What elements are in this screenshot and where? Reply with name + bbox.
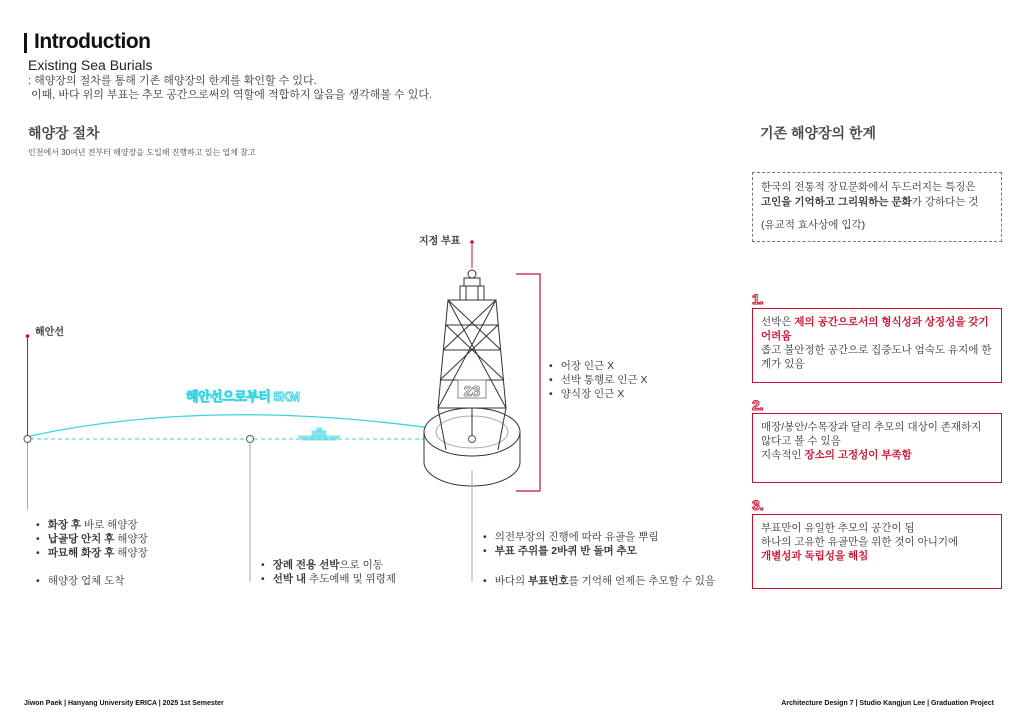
step1-list	[36, 518, 148, 560]
step1-after-list	[36, 574, 125, 588]
coast-point	[24, 436, 31, 443]
procedure-heading: 해양장 절차	[28, 125, 100, 141]
culture-box	[752, 172, 1002, 242]
ship-point	[247, 436, 254, 443]
buoy-point	[469, 436, 476, 443]
footer-right: Architecture Design 7 | Studio Kangjun Lee | Graduation Project	[781, 700, 994, 707]
coastline-marker	[26, 334, 30, 338]
coast-label: 해안선	[35, 327, 64, 338]
intro-line-2: 이때, 바다 위의 부표는 추모 공간으로써의 역할에 적합하지 않음을 생각해볼 수 있다.	[31, 89, 433, 101]
step1-item: • 화장 후 바로 해양장	[36, 518, 148, 532]
step1-after-item: • 해양장 업체 도착	[36, 574, 125, 588]
limit-box-3: 부표만이 유일한 추모의 공간이 됨 하나의 고유한 유골만을 위한 것이 아니기에 개별성과 독립성을 해침	[752, 514, 1002, 589]
condition-item: • 어장 인근 X	[549, 359, 647, 373]
limit-number-1: 1.	[752, 291, 764, 307]
culture-line-1: 한국의 전통적 장묘문화에서 두드러지는 특징은	[761, 181, 976, 193]
intro-line-1: : 해양장의 절차를 통해 기존 해양장의 한계를 확인할 수 있다.	[28, 75, 317, 87]
page-title: Introduction	[34, 30, 151, 53]
buoy-number: 23	[463, 383, 481, 400]
distance-label: 해안선으로부터 5KM	[186, 389, 300, 404]
ship-icon	[298, 428, 340, 440]
distance-arc	[30, 415, 466, 436]
step1-item: • 파묘해 화장 후 해양장	[36, 546, 148, 560]
condition-item: • 선박 통행로 인근 X	[549, 373, 647, 387]
culture-line-2: 고인을 기억하고 그리워하는 문화가 강하다는 것	[761, 196, 979, 208]
step2-item: • 선박 내 추도예배 및 위령제	[261, 572, 396, 586]
limits-heading: 기존 해양장의 한계	[760, 125, 876, 141]
limit-number-2: 2.	[752, 397, 764, 413]
footer-left: Jiwon Paek | Hanyang University ERICA | 2025 1st Semester	[24, 700, 224, 707]
step3-list	[483, 530, 659, 558]
step2-item: • 장례 전용 선박으로 이동	[261, 558, 396, 572]
limit-number-3: 3.	[752, 497, 764, 513]
buoy-drawing	[424, 270, 520, 486]
buoy-conditions-list	[549, 359, 647, 401]
step3-after-list	[483, 574, 715, 588]
step1-item: • 납골당 안치 후 해양장	[36, 532, 148, 546]
culture-line-3: (유교적 효사상에 입각)	[761, 219, 866, 231]
limit-box-1: 선박은 제의 공간으로서의 형식성과 상징성을 갖기 어려움 좁고 불안정한 공간으로 집중도나 엄숙도 유지에 한계가 있음	[752, 308, 1002, 383]
step3-after-item: • 바다의 부표번호를 기억해 언제든 추모할 수 있음	[483, 574, 715, 588]
limit-1-extra: 좁고 불안정한 공간으로 집중도나 엄숙도 유지에 한계가 있음	[761, 344, 992, 370]
buoy-label: 지정 부표	[419, 236, 461, 247]
limit-box-2: 매장/봉안/수목장과 달리 추모의 대상이 존재하지 않다고 볼 수 있음 지속적인 장소의 고정성이 부족함	[752, 413, 1002, 483]
step3-item: • 부표 주위를 2바퀴 반 돌며 추모	[483, 544, 659, 558]
condition-item: • 양식장 인근 X	[549, 387, 647, 401]
step2-list	[261, 558, 396, 586]
procedure-note: 인천에서 30여년 전부터 해양장을 도입해 진행하고 있는 업체 참고	[28, 148, 256, 157]
step3-item: • 의전부장의 진행에 따라 유골을 뿌림	[483, 530, 659, 544]
page-subtitle: Existing Sea Burials	[28, 57, 153, 73]
buoy-label-marker	[470, 240, 474, 244]
